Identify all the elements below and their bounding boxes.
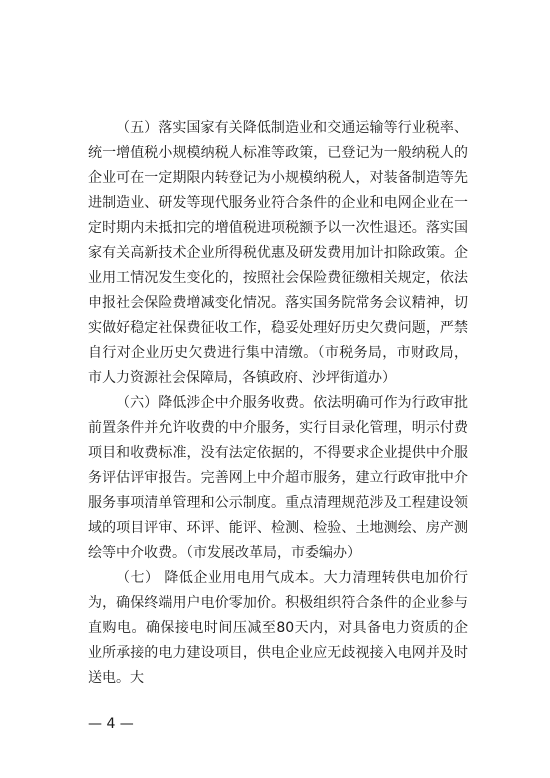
paragraph-five: （五）落实国家有关降低制造业和交通运输等行业税率、统一增值税小规模纳税人标准等政策，已登记为一般纳税人的企业可在一定期限内转登记为小规模纳税人，对装备制造等先进制造业、研发等现代服务业符合条件的企业和电网企业在一定时期内未抵扣完的增值税进项税额予以一次性退还。落实国家有关高新技术企业所得税优惠及研发费用加计扣除政策。企业用工情况发生变化的，按照社会保险费征缴相关规定，依法申报社会保险费增减变化情况。落实国务院常务会议精神，切实做好稳定社保费征收工作，稳妥处理好历史欠费问题，严禁自行对企业历史欠费进行集中清缴。（市税务局，市财政局，市人力资源社会保障局，各镇政府、沙坪街道办） <box>88 120 468 386</box>
paragraph-six: （六）降低涉企中介服务收费。依法明确可作为行政审批前置条件并允许收费的中介服务，实行目录化管理，明示付费项目和收费标准，没有法定依据的，不得要求企业提供中介服务评估评审报告。完善网上中介超市服务，建立行政审批中介服务事项清单管理和公示制度。重点清理规范涉及工程建设领域的项目评审、环评、能评、检测、检验、土地测绘、房产测绘等中介收费。（市发展改革局，市委编办） <box>88 395 468 561</box>
paragraph-seven: （七） 降低企业用电用气成本。大力清理转供电加价行为，确保终端用户电价零加价。积极组织符合条件的企业参与直购电。确保接电时间压减至80天内，对具备电力资质的企业所承接的电力建设项目，供电企业应无歧视接入电网并及时送电。大 <box>88 570 468 686</box>
page-number: — 4 — <box>88 716 134 732</box>
body-text <box>88 116 468 691</box>
